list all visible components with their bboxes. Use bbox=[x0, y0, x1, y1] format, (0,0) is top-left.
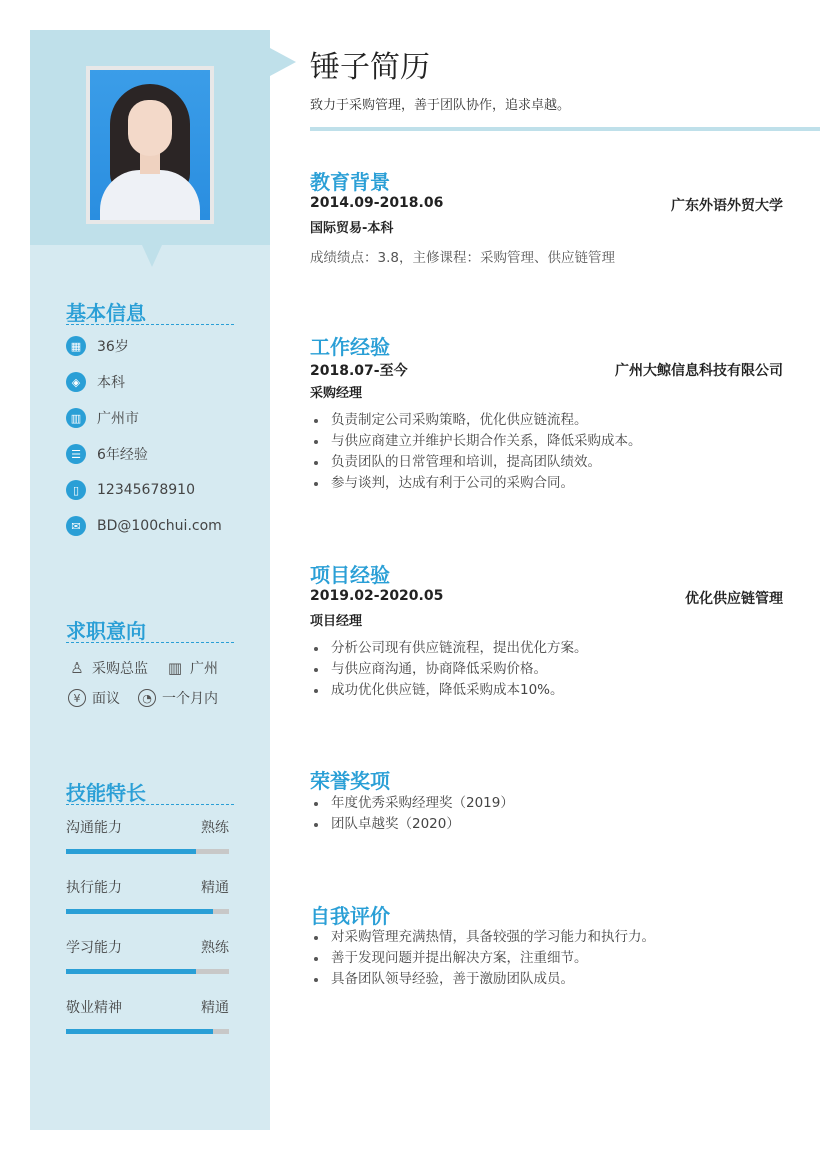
work-role: 采购经理 bbox=[310, 386, 363, 401]
skill-name: 学习能力 bbox=[66, 940, 122, 956]
info-phone-text: 12345678910 bbox=[97, 482, 195, 498]
building-icon: ▥ bbox=[167, 659, 183, 677]
skill-item bbox=[66, 877, 229, 914]
project-header-row bbox=[310, 588, 783, 608]
graduation-cap-icon: ◈ bbox=[66, 372, 86, 392]
info-email-text: BD@100chui.com bbox=[97, 518, 222, 534]
intent-salary bbox=[68, 687, 120, 709]
list-item: 成功优化供应链，降低采购成本10%。 bbox=[310, 680, 588, 701]
skill-level: 精通 bbox=[201, 880, 229, 896]
header-divider bbox=[310, 127, 820, 131]
skill-item bbox=[66, 817, 229, 854]
skill-level: 熟练 bbox=[201, 820, 229, 836]
skill-item bbox=[66, 937, 229, 974]
building-icon: ▥ bbox=[66, 408, 86, 428]
honors-bullets bbox=[310, 793, 514, 835]
skill-bar bbox=[66, 1029, 229, 1034]
work-header-row bbox=[310, 360, 783, 380]
skill-level: 精通 bbox=[201, 1000, 229, 1016]
skill-name: 敬业精神 bbox=[66, 1000, 122, 1016]
basic-info-divider bbox=[66, 324, 234, 325]
skill-name: 执行能力 bbox=[66, 880, 122, 896]
self-eval-bullets bbox=[310, 927, 655, 990]
mail-icon: ✉ bbox=[66, 516, 86, 536]
work-title: 工作经验 bbox=[310, 335, 390, 359]
info-experience bbox=[66, 442, 148, 466]
sidebar-pointer-arrow bbox=[270, 48, 296, 76]
list-item: 善于发现问题并提出解决方案，注重细节。 bbox=[310, 948, 655, 969]
self-eval-title: 自我评价 bbox=[310, 904, 390, 928]
sidebar-notch bbox=[142, 245, 162, 267]
education-title: 教育背景 bbox=[310, 170, 390, 194]
avatar bbox=[90, 70, 210, 220]
job-intent-divider bbox=[66, 642, 234, 643]
tie-icon: ♙ bbox=[70, 659, 84, 677]
intent-city-text: 广州 bbox=[190, 661, 218, 677]
resume-motto: 致力于采购管理，善于团队协作，追求卓越。 bbox=[310, 98, 571, 113]
project-name: 优化供应链管理 bbox=[685, 591, 783, 607]
yen-icon: ¥ bbox=[68, 689, 86, 707]
education-header-row bbox=[310, 195, 783, 215]
project-role: 项目经理 bbox=[310, 614, 363, 629]
document-icon: ☰ bbox=[66, 444, 86, 464]
list-item: 分析公司现有供应链流程，提出优化方案。 bbox=[310, 638, 588, 659]
list-item: 具备团队领导经验，善于激励团队成员。 bbox=[310, 969, 655, 990]
intent-city bbox=[166, 657, 218, 679]
education-major: 国际贸易-本科 bbox=[310, 221, 394, 236]
phone-icon: ▯ bbox=[66, 480, 86, 500]
list-item: 负责团队的日常管理和培训，提高团队绩效。 bbox=[310, 452, 642, 473]
intent-position bbox=[68, 657, 148, 679]
skill-bar bbox=[66, 909, 229, 914]
project-title: 项目经验 bbox=[310, 563, 390, 587]
list-item: 年度优秀采购经理奖（2019） bbox=[310, 793, 514, 814]
list-item: 负责制定公司采购策略，优化供应链流程。 bbox=[310, 410, 642, 431]
clock-icon: ◔ bbox=[138, 689, 156, 707]
calendar-icon: ▦ bbox=[66, 336, 86, 356]
intent-availability-text: 一个月内 bbox=[162, 691, 218, 707]
skill-bar-fill bbox=[66, 969, 196, 974]
skill-bar-fill bbox=[66, 909, 213, 914]
skill-bar-fill bbox=[66, 1029, 213, 1034]
job-intent-title: 求职意向 bbox=[66, 619, 146, 643]
skill-level: 熟练 bbox=[201, 940, 229, 956]
intent-salary-text: 面议 bbox=[92, 691, 120, 707]
info-education bbox=[66, 370, 125, 394]
list-item: 对采购管理充满热情，具备较强的学习能力和执行力。 bbox=[310, 927, 655, 948]
intent-position-text: 采购总监 bbox=[92, 661, 148, 677]
project-period: 2019.02-2020.05 bbox=[310, 588, 444, 604]
education-school: 广东外语外贸大学 bbox=[671, 198, 783, 214]
skill-bar bbox=[66, 849, 229, 854]
skills-title: 技能特长 bbox=[66, 781, 146, 805]
info-city bbox=[66, 406, 139, 430]
list-item: 与供应商建立并维护长期合作关系，降低采购成本。 bbox=[310, 431, 642, 452]
honors-title: 荣誉奖项 bbox=[310, 769, 390, 793]
list-item: 与供应商沟通，协商降低采购价格。 bbox=[310, 659, 588, 680]
list-item: 参与谈判，达成有利于公司的采购合同。 bbox=[310, 473, 642, 494]
skill-item bbox=[66, 997, 229, 1034]
skills-divider bbox=[66, 804, 234, 805]
intent-availability bbox=[138, 687, 218, 709]
profile-photo bbox=[86, 66, 214, 224]
resume-name: 锤子简历 bbox=[310, 50, 430, 85]
work-company: 广州大鲸信息科技有限公司 bbox=[615, 363, 783, 379]
info-education-text: 本科 bbox=[97, 375, 125, 391]
work-period: 2018.07-至今 bbox=[310, 363, 408, 379]
basic-info-title: 基本信息 bbox=[66, 301, 146, 325]
education-period: 2014.09-2018.06 bbox=[310, 195, 444, 211]
education-detail: 成绩绩点：3.8，主修课程：采购管理、供应链管理 bbox=[310, 250, 615, 266]
work-bullets bbox=[310, 410, 642, 494]
skill-bar-fill bbox=[66, 849, 196, 854]
info-email bbox=[66, 514, 222, 538]
info-city-text: 广州市 bbox=[97, 411, 139, 427]
info-age bbox=[66, 334, 129, 358]
skill-name: 沟通能力 bbox=[66, 820, 122, 836]
project-bullets bbox=[310, 638, 588, 701]
info-phone bbox=[66, 478, 195, 502]
info-experience-text: 6年经验 bbox=[97, 447, 148, 463]
info-age-text: 36岁 bbox=[97, 339, 129, 355]
list-item: 团队卓越奖（2020） bbox=[310, 814, 514, 835]
skill-bar bbox=[66, 969, 229, 974]
